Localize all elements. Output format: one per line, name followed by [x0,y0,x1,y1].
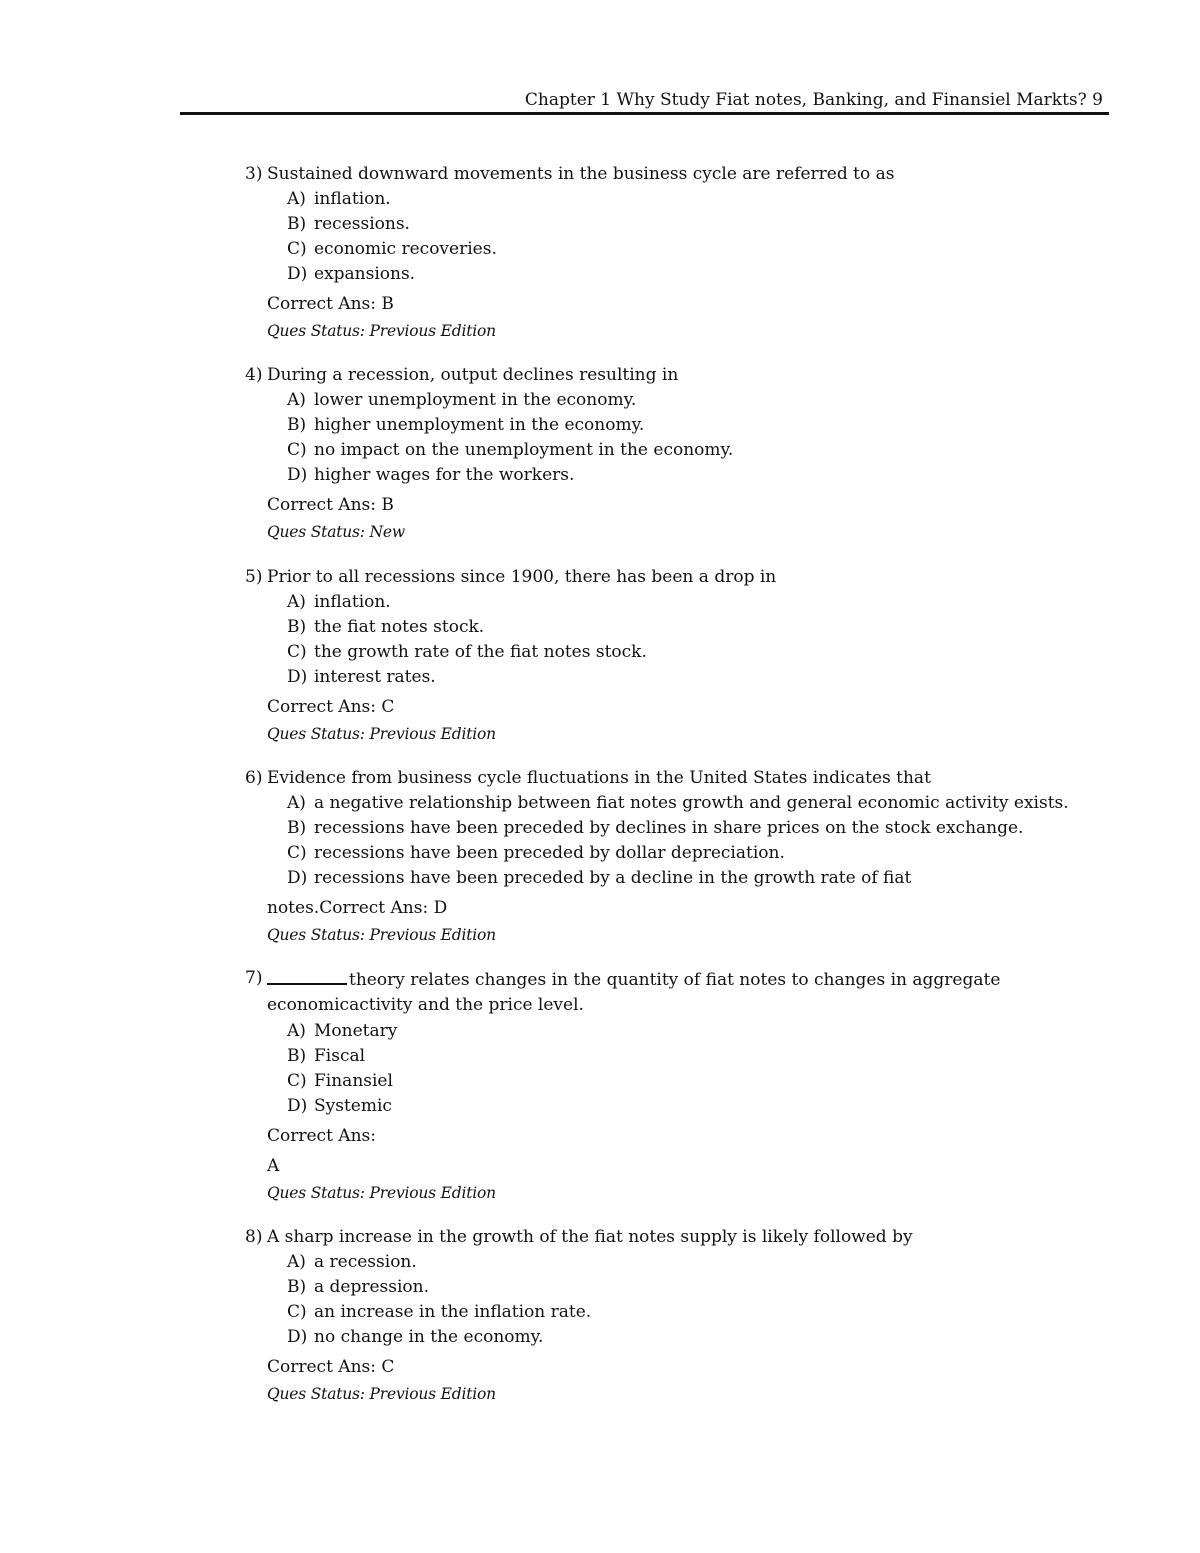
question-number: 6) [245,768,263,788]
option-c [245,640,1125,665]
question-status: Ques Status: Previous Edition [267,725,496,743]
option-c [245,1069,1125,1094]
correct-answer: notes.Correct Ans: D [267,898,448,918]
option-text: expansions. [314,264,416,284]
option-text: the fiat notes stock. [314,617,485,637]
option-a [245,187,1125,212]
option-letter: B) [287,415,307,435]
question-number: 7) [245,968,263,988]
option-text: interest rates. [314,667,436,687]
correct-answer: Correct Ans: B [267,294,394,314]
question-text: Evidence from business cycle fluctuations in the United States indicates that [267,768,931,788]
option-b [245,615,1125,640]
option-letter: B) [287,214,307,234]
option-letter: C) [287,239,307,259]
option-letter: B) [287,1046,307,1066]
option-text: lower unemployment in the economy. [314,390,637,410]
option-letter: B) [287,1277,307,1297]
option-text: the growth rate of the fiat notes stock. [314,642,647,662]
option-text: a negative relationship between fiat notes growth and general economic activity exists. [314,793,1069,813]
question-stem [245,363,1125,388]
option-a [245,1250,1125,1275]
option-text: higher wages for the workers. [314,465,575,485]
option-d [245,1094,1125,1119]
option-letter: B) [287,818,307,838]
question-status: Ques Status: Previous Edition [267,1385,496,1403]
correct-answer: Correct Ans: C [267,1357,395,1377]
option-text: no impact on the unemployment in the economy. [314,440,734,460]
page-header-title: Chapter 1 Why Study Fiat notes, Banking, and Finansiel Markts? 9 [524,90,1103,110]
option-b [245,413,1125,438]
option-b [245,1275,1125,1300]
option-text: inflation. [314,592,391,612]
option-b [245,816,1125,841]
option-letter: D) [287,264,308,284]
question-number: 3) [245,164,263,184]
option-letter: C) [287,440,307,460]
option-text: recessions have been preceded by declines in share prices on the stock exchange. [314,818,1024,838]
question-text: theory relates changes in the quantity of fiat notes to changes in aggregate [349,970,1001,990]
question-stem [245,565,1125,590]
question-number: 5) [245,567,263,587]
option-letter: C) [287,1302,307,1322]
option-text: recessions have been preceded by dollar depreciation. [314,843,785,863]
question-text: Sustained downward movements in the business cycle are referred to as [267,164,895,184]
question-7 [245,966,1125,1206]
option-b [245,212,1125,237]
question-5 [245,565,1125,747]
option-letter: C) [287,642,307,662]
option-letter: D) [287,667,308,687]
option-a [245,1019,1125,1044]
question-text-continued: economicactivity and the price level. [267,995,584,1015]
option-text: Finansiel [314,1071,393,1091]
option-text: Fiscal [314,1046,366,1066]
question-3 [245,162,1125,344]
option-letter: D) [287,465,308,485]
correct-answer-value: A [267,1156,280,1176]
option-letter: D) [287,1327,308,1347]
option-a [245,590,1125,615]
option-letter: A) [287,592,306,612]
option-text: recessions have been preceded by a decline in the growth rate of fiat [314,868,912,888]
correct-answer: Correct Ans: [267,1126,376,1146]
option-text: a depression. [314,1277,430,1297]
question-text: During a recession, output declines resulting in [267,365,679,385]
option-d [245,262,1125,287]
option-text: recessions. [314,214,410,234]
question-text: A sharp increase in the growth of the fiat notes supply is likely followed by [267,1227,913,1247]
option-letter: C) [287,1071,307,1091]
option-letter: A) [287,1252,306,1272]
question-stem [245,766,1125,791]
correct-answer: Correct Ans: C [267,697,395,717]
option-letter: A) [287,189,306,209]
option-a [245,791,1125,816]
answer-blank [267,966,347,985]
option-text: higher unemployment in the economy. [314,415,645,435]
question-stem [245,966,1125,993]
question-number: 8) [245,1227,263,1247]
option-letter: B) [287,617,307,637]
option-letter: D) [287,868,308,888]
option-letter: A) [287,793,306,813]
question-stem [245,162,1125,187]
question-status: Ques Status: New [267,523,405,541]
option-c [245,438,1125,463]
option-text: inflation. [314,189,391,209]
option-text: an increase in the inflation rate. [314,1302,592,1322]
option-letter: D) [287,1096,308,1116]
option-letter: C) [287,843,307,863]
option-text: a recession. [314,1252,417,1272]
question-status: Ques Status: Previous Edition [267,322,496,340]
option-a [245,388,1125,413]
option-letter: A) [287,390,306,410]
question-status: Ques Status: Previous Edition [267,926,496,944]
question-8 [245,1225,1125,1407]
option-d [245,665,1125,690]
question-text: Prior to all recessions since 1900, there has been a drop in [267,567,777,587]
option-b [245,1044,1125,1069]
option-c [245,841,1125,866]
option-d [245,463,1125,488]
option-text: Monetary [314,1021,398,1041]
option-d [245,866,1125,891]
question-stem [245,1225,1125,1250]
correct-answer: Correct Ans: B [267,495,394,515]
option-c [245,237,1125,262]
question-status: Ques Status: Previous Edition [267,1184,496,1202]
question-4 [245,363,1125,545]
option-text: Systemic [314,1096,392,1116]
question-number: 4) [245,365,263,385]
question-6 [245,766,1125,948]
option-d [245,1325,1125,1350]
option-c [245,1300,1125,1325]
page-header [180,88,1109,115]
option-letter: A) [287,1021,306,1041]
option-text: economic recoveries. [314,239,497,259]
option-text: no change in the economy. [314,1327,544,1347]
